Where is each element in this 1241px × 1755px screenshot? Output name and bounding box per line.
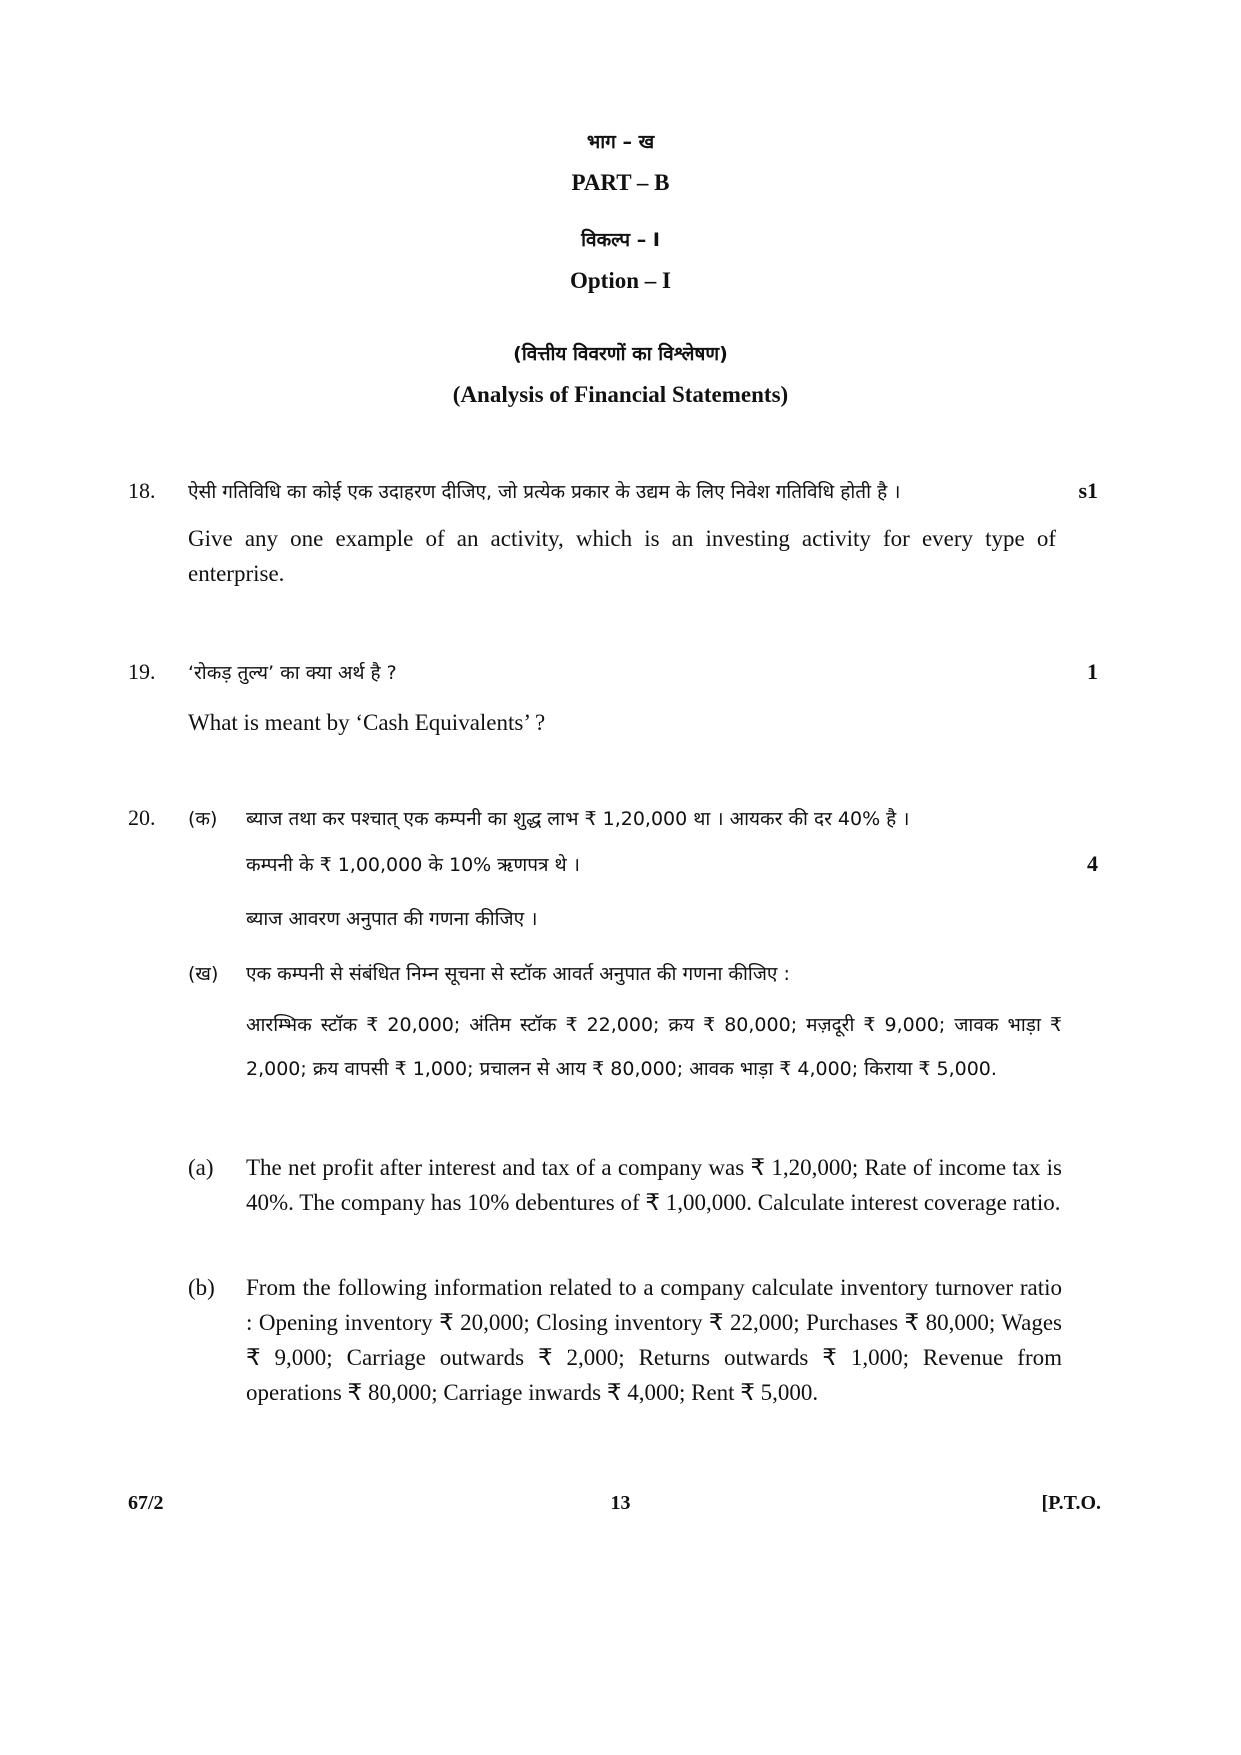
option-heading: Option – I	[570, 268, 671, 293]
part-b-hindi-paragraph: आरम्भिक स्टॉक ₹ 20,000; अंतिम स्टॉक ₹ 22,000; क्रय ₹ 80,000; मज़दूरी ₹ 9,000; जावक भाड़ा ₹ 2,000; क्रय वापसी ₹ 1,000; प्रचालन से आय ₹ 80,000; आवक भाड़ा ₹ 4,000; किराया ₹ 5,000.	[246, 1014, 1062, 1080]
subject-heading-hindi: (वित्तीय विवरणों का विश्लेषण)	[513, 343, 728, 365]
part-b-hindi-line-1: एक कम्पनी से संबंधित निम्न सूचना से स्टॉक आवर्त अनुपात की गणना कीजिए :	[246, 963, 790, 985]
part-heading-hindi: भाग – ख	[586, 131, 655, 153]
part-a-english: The net profit after interest and tax of a company was ₹ 1,20,000; Rate of income tax is 40%. The company has 10% debentures of ₹ 1,00,000. Calculate interest coverage ratio.	[246, 1155, 1062, 1215]
question-18-hindi: ऐसी गतिविधि का कोई एक उदाहरण दीजिए, जो प्रत्येक प्रकार के उद्यम के लिए निवेश गतिविधि होती है ।	[188, 481, 901, 503]
question-19-english: What is meant by ‘Cash Equivalents’ ?	[188, 710, 546, 735]
option-heading-hindi: विकल्प – I	[581, 229, 660, 251]
pto-label: [P.T.O.	[1041, 1492, 1101, 1514]
subject-heading: (Analysis of Financial Statements)	[452, 382, 789, 407]
question-number-20: 20.	[128, 805, 156, 830]
part-a-hindi-line-1: ब्याज तथा कर पश्चात् एक कम्पनी का शुद्ध लाभ ₹ 1,20,000 था । आयकर की दर 40% है ।	[246, 808, 910, 830]
question-number-19: 19.	[128, 659, 156, 684]
part-a-hindi-line-2: कम्पनी के ₹ 1,00,000 के 10% ऋणपत्र थे ।	[246, 854, 580, 876]
question-18-english: Give any one example of an activity, which is an investing activity for every type of enterprise.	[188, 526, 1056, 586]
question-19-marks: 1	[1087, 659, 1098, 684]
question-20-marks: 4	[1087, 851, 1098, 876]
part-a-hindi-line-3: ब्याज आवरण अनुपात की गणना कीजिए ।	[246, 908, 538, 930]
part-a-label-hindi: (क)	[188, 808, 218, 830]
part-a-label: (a)	[188, 1155, 214, 1180]
page-number: 13	[610, 1492, 631, 1514]
question-18-marks: s1	[1078, 478, 1098, 503]
part-b-english: From the following information related to a company calculate inventory turnover ratio : Opening inventory ₹ 20,000; Closing inventory ₹ 22,000; Purchases ₹ 80,000; Wages ₹ 9,000; Carriage outwards ₹ 2,000; Returns outwards ₹ 1,000; Revenue from operations ₹ 80,000; Carriage inwards ₹ 4,000; Rent ₹ 5,000.	[246, 1275, 1062, 1405]
question-number-18: 18.	[128, 478, 156, 503]
part-heading: PART – B	[571, 170, 670, 195]
part-b-label: (b)	[188, 1275, 215, 1300]
part-b-label-hindi: (ख)	[188, 963, 219, 985]
paper-code: 67/2	[128, 1492, 164, 1514]
question-19-hindi: ‘रोकड़ तुल्य’ का क्या अर्थ है ?	[188, 662, 397, 684]
